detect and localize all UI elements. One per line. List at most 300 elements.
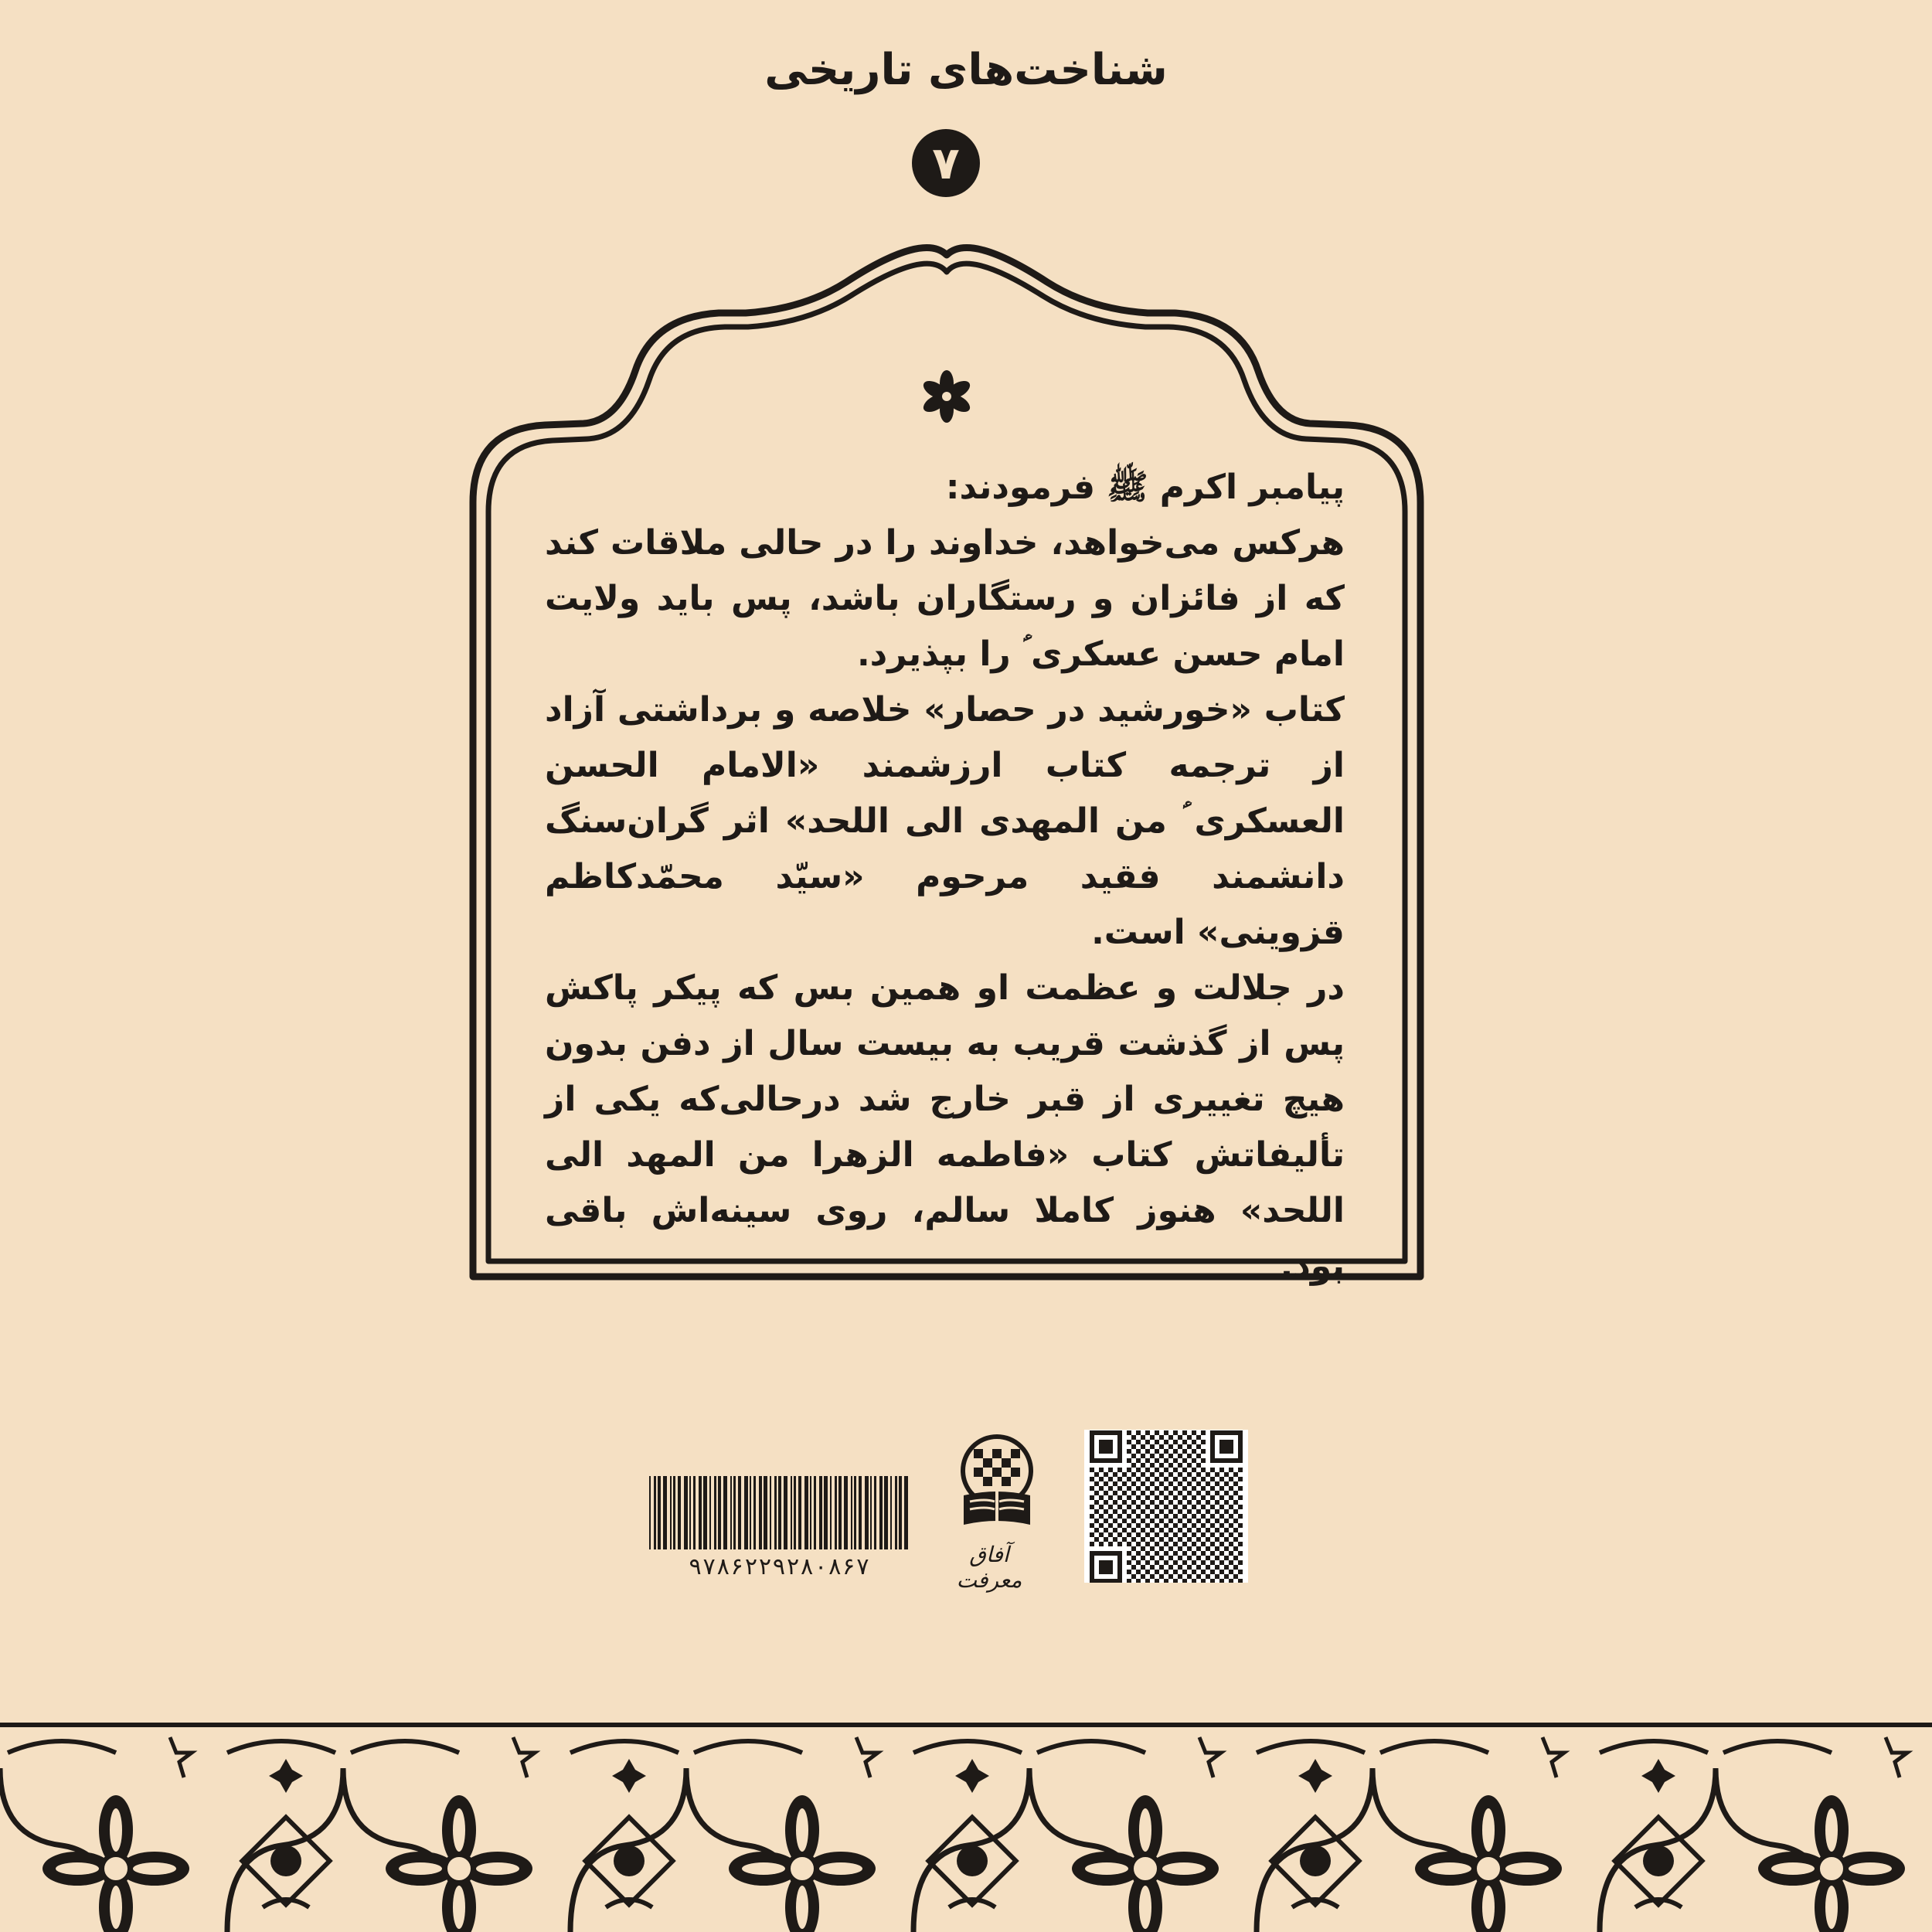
qr-module: [1155, 1532, 1159, 1537]
qr-module: [1145, 1495, 1150, 1500]
qr-module: [1219, 1495, 1224, 1500]
qr-module: [1238, 1570, 1243, 1574]
qr-module: [1136, 1458, 1141, 1463]
qr-module: [1159, 1481, 1164, 1486]
barcode-bar: [824, 1476, 828, 1549]
qr-module: [1233, 1481, 1238, 1486]
barcode-bar: [884, 1476, 888, 1549]
qr-module: [1094, 1500, 1099, 1505]
qr-module: [1187, 1574, 1192, 1579]
qr-module: [1150, 1491, 1155, 1495]
qr-module: [1127, 1440, 1131, 1444]
quote-heading: پیامبر اکرم ﷺ فرمودند:: [945, 468, 1345, 507]
qr-module: [1131, 1509, 1136, 1514]
qr-module: [1127, 1468, 1131, 1472]
qr-module: [1229, 1505, 1233, 1509]
barcode-bar: [879, 1476, 883, 1549]
qr-module: [1113, 1472, 1117, 1477]
qr-module: [1164, 1440, 1168, 1444]
qr-module: [1136, 1570, 1141, 1574]
book-description-paragraph: کتاب «خورشید در حصار» خلاصه و برداشتی آزاد از ترجمه کتاب ارزشمند «الامام الحسن العسکری ؑ من المهدی الی اللحد» اثر گران‌سنگ دانشمند فقید مرحوم «سیّد محمّدکاظم قزوینی» است.: [545, 690, 1345, 952]
qr-module: [1233, 1565, 1238, 1570]
qr-module: [1099, 1486, 1104, 1491]
qr-module: [1219, 1468, 1224, 1472]
qr-module: [1182, 1532, 1187, 1537]
qr-module: [1215, 1574, 1219, 1579]
qr-module: [1113, 1491, 1117, 1495]
qr-module: [1099, 1532, 1104, 1537]
qr-module: [1136, 1468, 1141, 1472]
barcode-bar: [791, 1476, 792, 1549]
qr-module: [1159, 1509, 1164, 1514]
qr-module: [1155, 1551, 1159, 1556]
barcode-bar: [819, 1476, 822, 1549]
qr-module: [1117, 1532, 1122, 1537]
qr-module: [1141, 1454, 1145, 1458]
qr-module: [1233, 1491, 1238, 1495]
barcode-bar: [794, 1476, 796, 1549]
qr-module: [1127, 1579, 1131, 1583]
qr-module: [1145, 1532, 1150, 1537]
qr-module: [1131, 1528, 1136, 1532]
qr-module: [1117, 1477, 1122, 1481]
qr-module: [1145, 1551, 1150, 1556]
qr-module: [1164, 1468, 1168, 1472]
qr-module: [1159, 1472, 1164, 1477]
qr-module: [1145, 1523, 1150, 1528]
qr-module: [1127, 1560, 1131, 1565]
qr-module: [1196, 1454, 1201, 1458]
qr-module: [1238, 1523, 1243, 1528]
qr-module: [1159, 1565, 1164, 1570]
qr-module: [1168, 1565, 1173, 1570]
qr-module: [1168, 1481, 1173, 1486]
qr-module: [1201, 1523, 1206, 1528]
qr-module: [1219, 1505, 1224, 1509]
qr-module: [1117, 1523, 1122, 1528]
qr-module: [1164, 1458, 1168, 1463]
barcode-bar: [764, 1476, 767, 1549]
qr-module: [1192, 1495, 1196, 1500]
qr-module: [1090, 1505, 1094, 1509]
barcode-bar: [733, 1476, 736, 1549]
qr-module: [1155, 1579, 1159, 1583]
qr-module: [1155, 1477, 1159, 1481]
qr-module: [1182, 1449, 1187, 1454]
qr-module: [1201, 1468, 1206, 1472]
qr-module: [1229, 1579, 1233, 1583]
qr-module: [1173, 1495, 1178, 1500]
qr-module: [1201, 1458, 1206, 1463]
qr-module: [1127, 1505, 1131, 1509]
qr-module: [1090, 1495, 1094, 1500]
barcode-bar: [770, 1476, 771, 1549]
qr-module: [1215, 1500, 1219, 1505]
qr-module: [1136, 1486, 1141, 1491]
qr-module: [1099, 1495, 1104, 1500]
qr-module: [1131, 1500, 1136, 1505]
qr-module: [1145, 1560, 1150, 1565]
qr-module: [1150, 1435, 1155, 1440]
qr-module: [1201, 1532, 1206, 1537]
qr-module: [1201, 1551, 1206, 1556]
qr-module: [1229, 1542, 1233, 1546]
qr-module: [1136, 1542, 1141, 1546]
qr-module: [1192, 1579, 1196, 1583]
qr-module: [1159, 1435, 1164, 1440]
qr-module: [1206, 1537, 1210, 1542]
qr-module: [1187, 1444, 1192, 1449]
qr-module: [1196, 1546, 1201, 1551]
qr-module: [1094, 1509, 1099, 1514]
qr-module: [1108, 1505, 1113, 1509]
qr-module: [1127, 1449, 1131, 1454]
qr-module: [1104, 1519, 1108, 1523]
qr-module: [1233, 1556, 1238, 1560]
qr-module: [1164, 1449, 1168, 1454]
qr-module: [1173, 1514, 1178, 1519]
qr-module: [1150, 1537, 1155, 1542]
qr-module: [1155, 1495, 1159, 1500]
qr-module: [1215, 1556, 1219, 1560]
qr-module: [1219, 1514, 1224, 1519]
qr-module: [1131, 1537, 1136, 1542]
qr-module: [1201, 1505, 1206, 1509]
qr-module: [1122, 1519, 1127, 1523]
qr-module: [1196, 1463, 1201, 1468]
qr-module: [1168, 1574, 1173, 1579]
qr-module: [1141, 1519, 1145, 1523]
qr-module: [1219, 1560, 1224, 1565]
qr-module: [1150, 1546, 1155, 1551]
qr-module: [1094, 1481, 1099, 1486]
qr-module: [1173, 1551, 1178, 1556]
barcode-bar: [899, 1476, 902, 1549]
qr-module: [1141, 1556, 1145, 1560]
qr-module: [1173, 1477, 1178, 1481]
barcode-bar: [814, 1476, 816, 1549]
qr-module: [1150, 1565, 1155, 1570]
barcode-bar: [750, 1476, 751, 1549]
qr-module: [1219, 1486, 1224, 1491]
qr-module: [1090, 1468, 1094, 1472]
barcode-bar: [678, 1476, 681, 1549]
barcode-bar: [699, 1476, 702, 1549]
qr-module: [1145, 1430, 1150, 1435]
qr-module: [1122, 1481, 1127, 1486]
qr-module: [1224, 1537, 1229, 1542]
qr-module: [1117, 1505, 1122, 1509]
qr-module: [1196, 1574, 1201, 1579]
qr-module: [1196, 1528, 1201, 1532]
barcode-bar: [709, 1476, 711, 1549]
qr-module: [1224, 1565, 1229, 1570]
qr-module: [1173, 1449, 1178, 1454]
qr-module: [1159, 1574, 1164, 1579]
qr-module: [1155, 1514, 1159, 1519]
qr-module: [1173, 1570, 1178, 1574]
qr-module: [1159, 1491, 1164, 1495]
quote-paragraph: هرکس می‌خواهد، خداوند را در حالی ملاقات کند که از فائزان و رستگاران باشد، پس باید ولایت امام حسن عسکری ؑ را بپذیرد.: [545, 523, 1345, 674]
qr-module: [1178, 1435, 1182, 1440]
qr-module: [1210, 1570, 1215, 1574]
quote-block: [545, 460, 1345, 1294]
qr-module: [1215, 1546, 1219, 1551]
qr-module: [1210, 1514, 1215, 1519]
qr-module: [1136, 1449, 1141, 1454]
barcode-bar: [838, 1476, 842, 1549]
qr-module: [1127, 1458, 1131, 1463]
qr-module: [1136, 1551, 1141, 1556]
barcode-bar: [835, 1476, 837, 1549]
qr-module: [1173, 1532, 1178, 1537]
qr-module: [1136, 1532, 1141, 1537]
qr-module: [1113, 1509, 1117, 1514]
qr-module: [1159, 1454, 1164, 1458]
qr-module: [1131, 1454, 1136, 1458]
barcode-bar: [859, 1476, 862, 1549]
qr-module: [1117, 1468, 1122, 1472]
qr-module: [1164, 1523, 1168, 1528]
qr-module: [1164, 1430, 1168, 1435]
qr-module: [1108, 1542, 1113, 1546]
qr-module: [1164, 1505, 1168, 1509]
qr-module: [1136, 1523, 1141, 1528]
barcode-bar: [851, 1476, 852, 1549]
qr-module: [1090, 1477, 1094, 1481]
qr-module: [1192, 1440, 1196, 1444]
qr-module: [1206, 1574, 1210, 1579]
qr-module: [1155, 1430, 1159, 1435]
qr-module: [1094, 1491, 1099, 1495]
qr-module: [1113, 1519, 1117, 1523]
qr-module: [1201, 1440, 1206, 1444]
qr-module: [1182, 1477, 1187, 1481]
qr-module: [1150, 1481, 1155, 1486]
author-paragraph: در جلالت و عظمت او همین بس که پیکر پاکش پس از گذشت قریب به بیست سال از دفن بدون هیچ تغییری از قبر خارج شد درحالی‌که یکی از تألیفاتش کتاب «فاطمه الزهرا من المهد الی اللحد» هنوز کاملا سالم، روی سینه‌اش باقی بود.: [545, 968, 1345, 1286]
qr-module: [1224, 1491, 1229, 1495]
qr-module: [1182, 1579, 1187, 1583]
qr-module: [1168, 1556, 1173, 1560]
qr-module: [1210, 1542, 1215, 1546]
qr-module: [1238, 1486, 1243, 1491]
qr-module: [1224, 1546, 1229, 1551]
qr-module: [1168, 1500, 1173, 1505]
qr-module: [1206, 1565, 1210, 1570]
qr-module: [1196, 1556, 1201, 1560]
qr-module: [1168, 1537, 1173, 1542]
barcode-bar: [670, 1476, 672, 1549]
qr-module: [1099, 1514, 1104, 1519]
qr-module: [1127, 1477, 1131, 1481]
qr-module: [1150, 1574, 1155, 1579]
barcode-bar: [890, 1476, 892, 1549]
qr-module: [1210, 1532, 1215, 1537]
qr-module: [1229, 1570, 1233, 1574]
qr-module: [1187, 1537, 1192, 1542]
qr-module: [1136, 1495, 1141, 1500]
qr-module: [1229, 1514, 1233, 1519]
barcode-bar: [830, 1476, 832, 1549]
barcode-bar: [714, 1476, 716, 1549]
qr-module: [1182, 1570, 1187, 1574]
qr-module: [1192, 1505, 1196, 1509]
qr-module: [1164, 1551, 1168, 1556]
qr-module: [1210, 1495, 1215, 1500]
qr-module: [1229, 1560, 1233, 1565]
qr-module: [1141, 1528, 1145, 1532]
qr-module: [1136, 1477, 1141, 1481]
qr-module: [1182, 1430, 1187, 1435]
qr-module: [1173, 1430, 1178, 1435]
qr-module: [1196, 1500, 1201, 1505]
qr-module: [1229, 1532, 1233, 1537]
barcode-bar: [723, 1476, 727, 1549]
qr-module: [1164, 1570, 1168, 1574]
qr-module: [1210, 1551, 1215, 1556]
qr-module: [1127, 1551, 1131, 1556]
qr-module: [1127, 1486, 1131, 1491]
qr-module: [1215, 1481, 1219, 1486]
qr-code[interactable]: [1084, 1430, 1248, 1583]
qr-module: [1122, 1500, 1127, 1505]
qr-module: [1238, 1514, 1243, 1519]
qr-module: [1145, 1514, 1150, 1519]
barcode-bar: [684, 1476, 688, 1549]
qr-module: [1233, 1519, 1238, 1523]
qr-module: [1168, 1491, 1173, 1495]
qr-module: [1090, 1486, 1094, 1491]
qr-module: [1145, 1579, 1150, 1583]
qr-module: [1178, 1444, 1182, 1449]
qr-module: [1145, 1468, 1150, 1472]
qr-module: [1219, 1542, 1224, 1546]
qr-module: [1131, 1556, 1136, 1560]
qr-module: [1150, 1463, 1155, 1468]
qr-module: [1238, 1551, 1243, 1556]
publisher-name: آفاق معرفت: [956, 1542, 1022, 1593]
qr-module: [1192, 1532, 1196, 1537]
qr-module: [1178, 1574, 1182, 1579]
qr-module: [1122, 1472, 1127, 1477]
qr-module: [1238, 1579, 1243, 1583]
qr-module: [1145, 1440, 1150, 1444]
qr-module: [1159, 1546, 1164, 1551]
barcode-bar: [658, 1476, 661, 1549]
qr-module: [1168, 1472, 1173, 1477]
qr-module: [1206, 1556, 1210, 1560]
qr-module: [1215, 1491, 1219, 1495]
qr-module: [1155, 1449, 1159, 1454]
barcode-bar: [738, 1476, 741, 1549]
qr-module: [1224, 1556, 1229, 1560]
qr-module: [1113, 1481, 1117, 1486]
qr-module: [1159, 1528, 1164, 1532]
qr-module: [1164, 1477, 1168, 1481]
qr-module: [1150, 1509, 1155, 1514]
qr-module: [1233, 1528, 1238, 1532]
barcode-bar: [904, 1476, 908, 1549]
qr-finder: [1219, 1440, 1233, 1454]
qr-module: [1192, 1560, 1196, 1565]
qr-module: [1136, 1440, 1141, 1444]
qr-module: [1224, 1519, 1229, 1523]
qr-module: [1136, 1514, 1141, 1519]
qr-module: [1229, 1468, 1233, 1472]
qr-module: [1141, 1500, 1145, 1505]
qr-module: [1159, 1444, 1164, 1449]
qr-module: [1224, 1574, 1229, 1579]
qr-module: [1104, 1528, 1108, 1532]
barcode-bar: [649, 1476, 651, 1549]
qr-module: [1196, 1444, 1201, 1449]
qr-module: [1182, 1495, 1187, 1500]
qr-module: [1196, 1435, 1201, 1440]
qr-module: [1164, 1486, 1168, 1491]
qr-module: [1094, 1519, 1099, 1523]
qr-module: [1136, 1430, 1141, 1435]
barcode-bar: [654, 1476, 656, 1549]
qr-module: [1229, 1551, 1233, 1556]
qr-module: [1219, 1523, 1224, 1528]
qr-module: [1233, 1546, 1238, 1551]
qr-module: [1117, 1495, 1122, 1500]
qr-module: [1164, 1532, 1168, 1537]
qr-module: [1192, 1570, 1196, 1574]
qr-module: [1210, 1468, 1215, 1472]
barcode-bar: [753, 1476, 756, 1549]
qr-module: [1173, 1542, 1178, 1546]
qr-module: [1187, 1509, 1192, 1514]
qr-module: [1196, 1472, 1201, 1477]
qr-module: [1173, 1458, 1178, 1463]
qr-module: [1233, 1574, 1238, 1579]
qr-module: [1131, 1463, 1136, 1468]
qr-module: [1159, 1537, 1164, 1542]
qr-module: [1187, 1481, 1192, 1486]
qr-module: [1201, 1514, 1206, 1519]
qr-module: [1219, 1579, 1224, 1583]
qr-module: [1192, 1477, 1196, 1481]
qr-module: [1108, 1523, 1113, 1528]
qr-module: [1233, 1500, 1238, 1505]
qr-module: [1099, 1477, 1104, 1481]
qr-module: [1178, 1519, 1182, 1523]
qr-module: [1178, 1491, 1182, 1495]
qr-module: [1127, 1532, 1131, 1537]
qr-module: [1090, 1523, 1094, 1528]
qr-module: [1150, 1528, 1155, 1532]
qr-module: [1168, 1463, 1173, 1468]
qr-module: [1210, 1505, 1215, 1509]
qr-module: [1141, 1444, 1145, 1449]
qr-module: [1122, 1509, 1127, 1514]
qr-module: [1155, 1570, 1159, 1574]
qr-module: [1131, 1491, 1136, 1495]
qr-module: [1117, 1542, 1122, 1546]
qr-module: [1196, 1565, 1201, 1570]
qr-module: [1206, 1509, 1210, 1514]
qr-module: [1192, 1542, 1196, 1546]
qr-module: [1155, 1440, 1159, 1444]
qr-module: [1178, 1556, 1182, 1560]
qr-module: [1178, 1528, 1182, 1532]
isbn-number: ۹۷۸۶۲۲۹۲۸۰۸۶۷: [688, 1553, 870, 1580]
qr-module: [1206, 1481, 1210, 1486]
qr-module: [1159, 1463, 1164, 1468]
qr-module: [1187, 1491, 1192, 1495]
qr-module: [1201, 1579, 1206, 1583]
